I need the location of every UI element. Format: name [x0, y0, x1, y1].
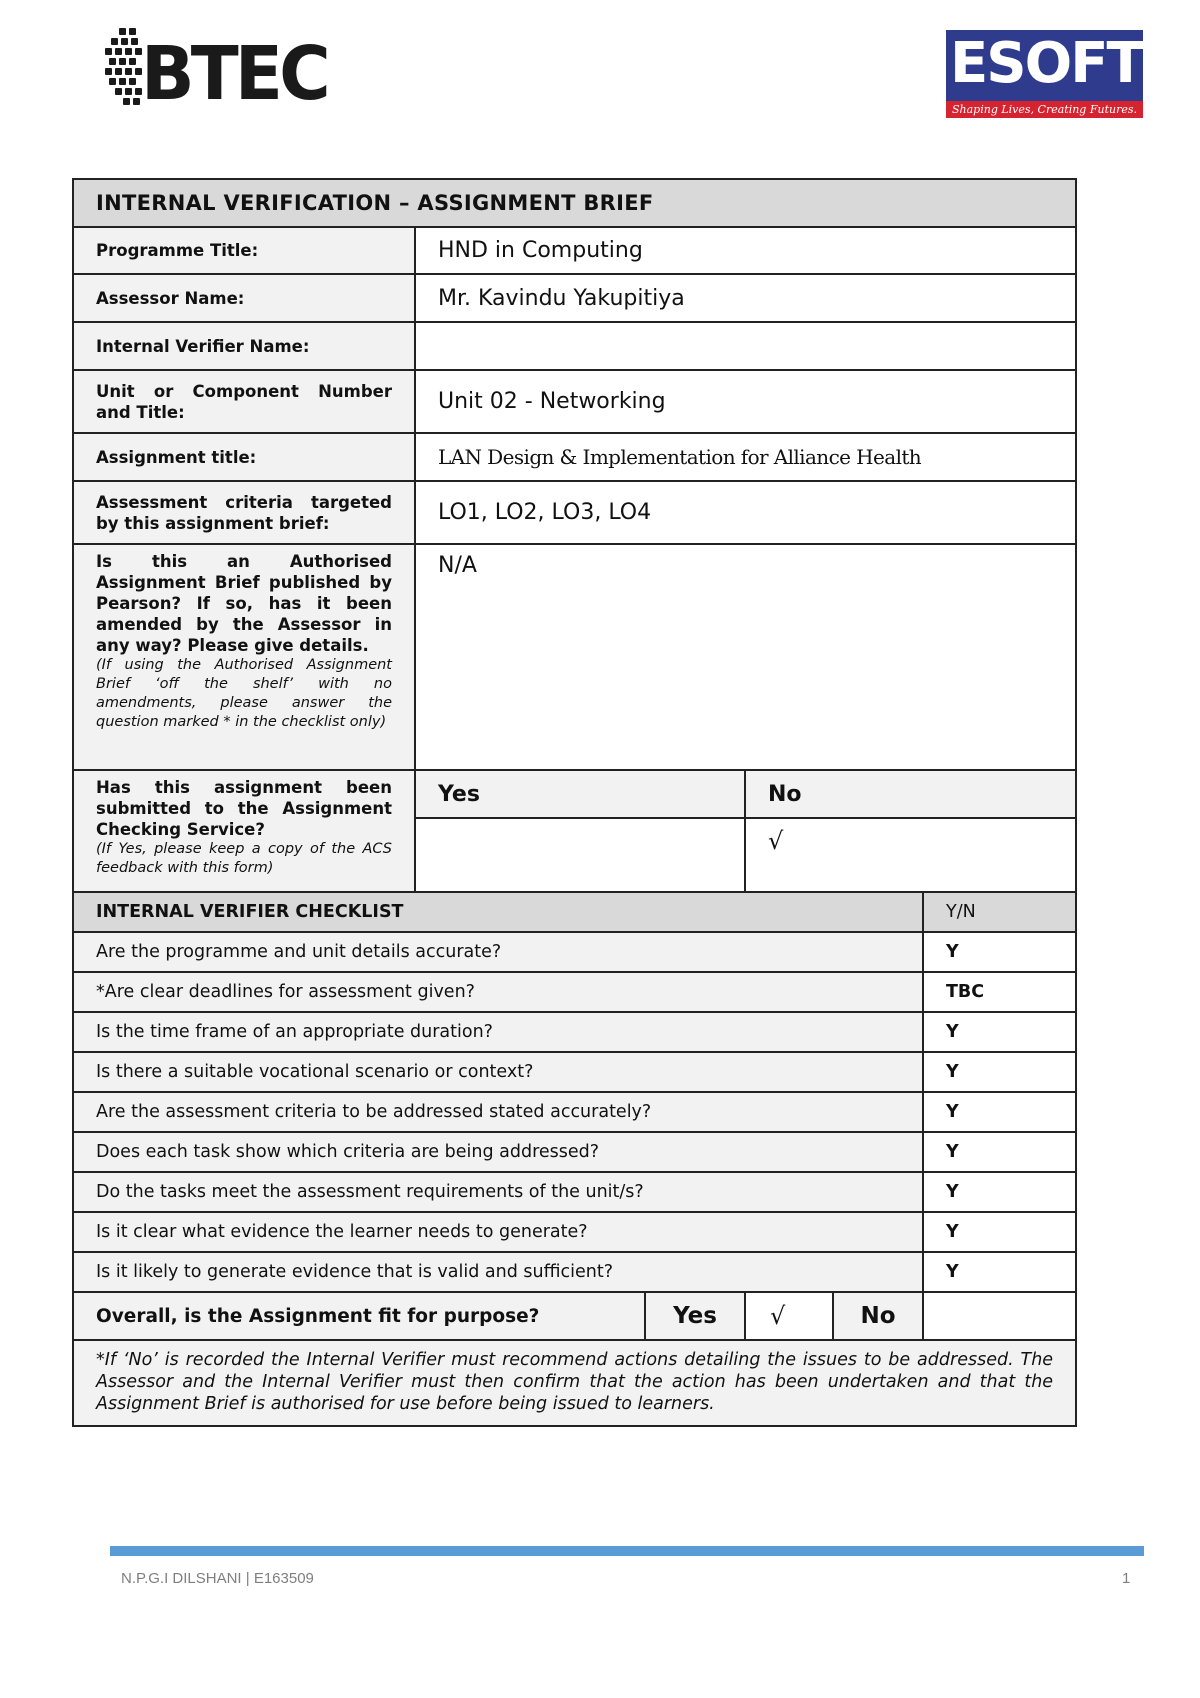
assignment-brief-table — [72, 178, 1077, 1427]
authorised-brief-note: (If using the Authorised Assignment Brief ‘off the shelf’ with no amendments, please answer the question marked * in the checklist only) — [96, 657, 392, 730]
checklist-answer: Y — [923, 1092, 1076, 1132]
acs-cell — [73, 770, 415, 892]
checklist-question: Are the assessment criteria to be addressed stated accurately? — [73, 1092, 923, 1132]
criteria-value: LO1, LO2, LO3, LO4 — [415, 481, 1076, 544]
checklist-question: Is it clear what evidence the learner needs to generate? — [73, 1212, 923, 1252]
checklist-answer: Y — [923, 1052, 1076, 1092]
checklist-answer: Y — [923, 1252, 1076, 1292]
acs-no-heading: No — [745, 770, 1076, 818]
checklist-question: *Are clear deadlines for assessment given? — [73, 972, 923, 1012]
esoft-tagline: Shaping Lives, Creating Futures. — [946, 101, 1143, 118]
btec-logo — [105, 26, 355, 118]
checklist-answer: Y — [923, 932, 1076, 972]
overall-yes-label: Yes — [645, 1292, 745, 1340]
programme-title-value: HND in Computing — [415, 227, 1076, 274]
assessor-name-label: Assessor Name: — [73, 274, 415, 322]
checklist-footnote: *If ‘No’ is recorded the Internal Verifier must recommend actions detailing the issues to be addressed. The Assessor and the Internal Verifier must then confirm that the action has been undertaken and that the Assignment Brief is authorised for use before being issued to learners. — [73, 1340, 1076, 1426]
checklist-answer: Y — [923, 1172, 1076, 1212]
acs-label: Has this assignment been submitted to the Assignment Checking Service? — [96, 778, 392, 839]
checklist-answer: Y — [923, 1012, 1076, 1052]
btec-wordmark: BTEC — [141, 31, 327, 117]
internal-verifier-label: Internal Verifier Name: — [73, 322, 415, 370]
checklist-yn-heading: Y/N — [923, 892, 1076, 932]
assessor-name-value: Mr. Kavindu Yakupitiya — [415, 274, 1076, 322]
brief-title: INTERNAL VERIFICATION – ASSIGNMENT BRIEF — [73, 179, 1076, 227]
acs-no-mark: √ — [745, 818, 1076, 892]
assignment-title-label: Assignment title: — [73, 433, 415, 481]
authorised-brief-cell — [73, 544, 415, 770]
authorised-brief-value: N/A — [415, 544, 1076, 770]
checklist-answer: TBC — [923, 972, 1076, 1012]
overall-no-mark — [923, 1292, 1076, 1340]
footer-divider — [110, 1546, 1144, 1556]
acs-yes-heading: Yes — [415, 770, 745, 818]
page-number: 1 — [1122, 1570, 1131, 1587]
assignment-title-value: LAN Design & Implementation for Alliance Health — [415, 433, 1076, 481]
esoft-wordmark: ESOFT — [950, 31, 1143, 96]
checklist-answer: Y — [923, 1132, 1076, 1172]
checklist-answer: Y — [923, 1212, 1076, 1252]
footer-author: N.P.G.I DILSHANI | E163509 — [121, 1570, 314, 1587]
checklist-question: Does each task show which criteria are being addressed? — [73, 1132, 923, 1172]
programme-title-label: Programme Title: — [73, 227, 415, 274]
unit-value: Unit 02 - Networking — [415, 370, 1076, 433]
checklist-question: Is it likely to generate evidence that is valid and sufficient? — [73, 1252, 923, 1292]
checklist-question: Do the tasks meet the assessment requirements of the unit/s? — [73, 1172, 923, 1212]
acs-note: (If Yes, please keep a copy of the ACS feedback with this form) — [96, 841, 392, 876]
checklist-heading: INTERNAL VERIFIER CHECKLIST — [73, 892, 923, 932]
checklist-question: Is there a suitable vocational scenario or context? — [73, 1052, 923, 1092]
acs-yes-mark — [415, 818, 745, 892]
overall-fit-label: Overall, is the Assignment fit for purpose? — [73, 1292, 645, 1340]
esoft-logo — [946, 30, 1143, 118]
internal-verifier-value — [415, 322, 1076, 370]
unit-label: Unit or Component Number and Title: — [73, 370, 415, 433]
checklist-question: Are the programme and unit details accurate? — [73, 932, 923, 972]
overall-yes-mark: √ — [745, 1292, 833, 1340]
authorised-brief-label: Is this an Authorised Assignment Brief published by Pearson? If so, has it been amended by the Assessor in any way? Please give details. — [96, 552, 392, 655]
overall-no-label: No — [833, 1292, 923, 1340]
checklist-question: Is the time frame of an appropriate duration? — [73, 1012, 923, 1052]
criteria-label: Assessment criteria targeted by this assignment brief: — [73, 481, 415, 544]
